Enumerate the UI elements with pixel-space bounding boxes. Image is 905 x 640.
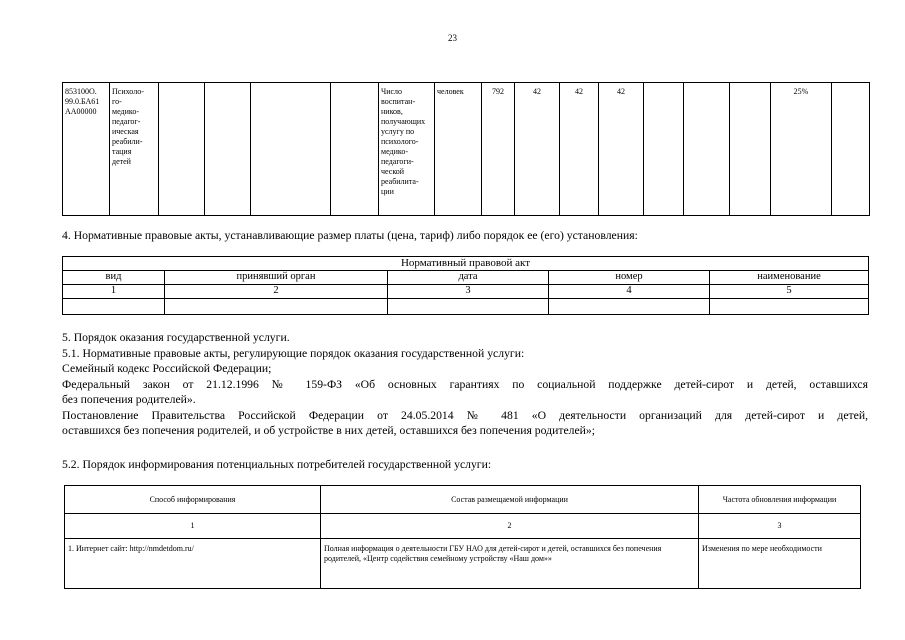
table-caption: Нормативный правовой акт [63,257,869,271]
table-cell: Психоло- го- медико- педагог- ическая реабили- тация детей [110,83,159,216]
table-header-row [65,486,861,514]
table-cell: Изменения по мере необходимости [699,539,861,589]
column-header: Состав размещаемой информации [321,486,699,514]
table-cell: Число воспитан- ников, получающих услугу по психолого- медико- педагоги- ческой реабилита- ции [379,83,435,216]
table-cell [251,83,331,216]
column-number: 3 [699,514,861,539]
table-cell [165,299,388,315]
table-cell: 1. Интернет сайт: http://nmdetdom.ru/ [65,539,321,589]
table-cell: 42 [560,83,599,216]
table-header-row [63,257,869,271]
informing-table [64,485,861,589]
column-header: Частота обновления информации [699,486,861,514]
table-cell [730,83,771,216]
table-cell [549,299,710,315]
column-header: дата [388,271,549,285]
table-row [65,539,861,589]
decree-line: Постановление Правительства Российской Федерации от 24.05.2014 № 481 «О деятельности организаций для детей-сирот и детей, [62,409,868,422]
section5-heading: 5. Порядок оказания государственной услуги. [62,331,290,344]
table-cell: 25% [771,83,832,216]
column-number: 3 [388,285,549,299]
column-number: 5 [710,285,869,299]
column-number: 1 [65,514,321,539]
table-cell [331,83,379,216]
table-cell: 853100О. 99.0.БА61 АА00000 [63,83,110,216]
family-code-line: Семейный кодекс Российской Федерации; [62,362,272,375]
table-cell [684,83,730,216]
column-header: принявший орган [165,271,388,285]
table-cell [832,83,870,216]
column-header: наименование [710,271,869,285]
table-row [63,285,869,299]
table-cell [388,299,549,315]
legal-acts-table [62,256,869,315]
table-cell [710,299,869,315]
column-number: 4 [549,285,710,299]
column-header: вид [63,271,165,285]
table-row [63,299,869,315]
decree-line-cont: оставшихся без попечения родителей, и об устройстве в них детей, оставшихся без попечения родителей»; [62,424,596,437]
federal-law-line-cont: без попечения родителей». [62,393,196,406]
column-number: 1 [63,285,165,299]
table-cell: 792 [482,83,515,216]
table-cell: 42 [515,83,560,216]
table-cell [63,299,165,315]
table-cell [159,83,205,216]
section5-2-heading: 5.2. Порядок информирования потенциальных потребителей государственной услуги: [62,458,492,471]
section4-heading: 4. Нормативные правовые акты, устанавливающие размер платы (цена, тариф) либо порядок ее (его) установления: [62,229,638,242]
column-number: 2 [165,285,388,299]
indicator-table [62,82,870,216]
federal-law-line: Федеральный закон от 21.12.1996 № 159-ФЗ «Об основных гарантиях по социальной поддержке детей-сирот и детей, оставшихся [62,378,868,391]
table-row [63,83,870,216]
column-number: 2 [321,514,699,539]
page-number: 23 [448,33,457,43]
table-cell [644,83,684,216]
column-header: номер [549,271,710,285]
table-cell: 42 [599,83,644,216]
table-row [65,514,861,539]
table-cell [205,83,251,216]
table-cell: Полная информация о деятельности ГБУ НАО для детей-сирот и детей, оставшихся без попечения родителей, «Центр содействия семейному устройству «Наш дом»» [321,539,699,589]
table-cell: человек [435,83,482,216]
column-header: Способ информирования [65,486,321,514]
section5-1-heading: 5.1. Нормативные правовые акты, регулирующие порядок оказания государственной услуги: [62,347,525,360]
table-header-row [63,271,869,285]
